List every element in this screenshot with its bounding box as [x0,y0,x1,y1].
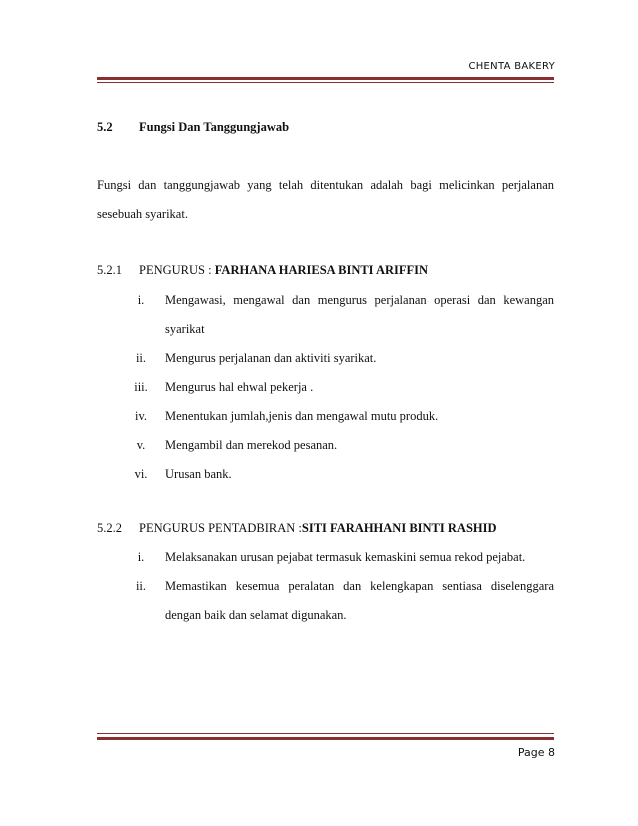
subsection-2-name: SITI FARAHHANI BINTI RASHID [301,521,497,535]
list-item-text: Mengawasi, mengawal dan mengurus perjalanan operasi dan kewangan [165,293,554,307]
list-item-text: Menentukan jumlah,jenis dan mengawal mutu produk. [165,409,439,423]
subsection-2-label: PENGURUS PENTADBIRAN : [139,521,302,535]
list-item-text: Mengambil dan merekod pesanan. [165,438,338,452]
list-item-number: i. [137,293,145,307]
subsection-2-heading [139,521,497,536]
list-item-number: iii. [134,380,148,394]
subsection-1-number: 5.2.1 [97,263,122,277]
subsection-1-label: PENGURUS : [139,263,212,277]
list-item-text: Urusan bank. [165,467,232,481]
subsection-2-number: 5.2.2 [97,521,122,535]
list-item-number: vi. [134,467,148,481]
list-item-number: iv. [134,409,148,423]
subsection-1-heading [139,263,428,278]
list-item-number: i. [137,550,145,564]
intro-line-1: Fungsi dan tanggungjawab yang telah ditentukan adalah bagi melicinkan perjalanan [97,178,554,192]
list-item-text-continued: syarikat [165,322,205,336]
list-item-text: Mengurus perjalanan dan aktiviti syarikat. [165,351,377,365]
intro-line-2: sesebuah syarikat. [97,207,188,221]
section-number: 5.2 [97,120,113,134]
header-rule-thin [97,82,554,83]
list-item-text: Memastikan kesemua peralatan dan kelengkapan sentiasa diselenggara [165,579,554,593]
header-title: CHENTA BAKERY [468,61,555,72]
footer-rule-thin [97,733,554,734]
list-item-number: v. [136,438,146,452]
list-item-text-continued: dengan baik dan selamat digunakan. [165,608,347,622]
list-item-text: Mengurus hal ehwal pekerja . [165,380,314,394]
page-number: Page 8 [517,746,555,759]
list-item-text: Melaksanakan urusan pejabat termasuk kemaskini semua rekod pejabat. [165,550,526,564]
section-title: Fungsi Dan Tanggungjawab [139,120,290,134]
subsection-1-name: FARHANA HARIESA BINTI ARIFFIN [214,263,429,277]
header-rule-thick [97,77,554,80]
list-item-number: ii. [135,351,147,365]
footer-rule-thick [97,737,554,740]
list-item-number: ii. [135,579,147,593]
